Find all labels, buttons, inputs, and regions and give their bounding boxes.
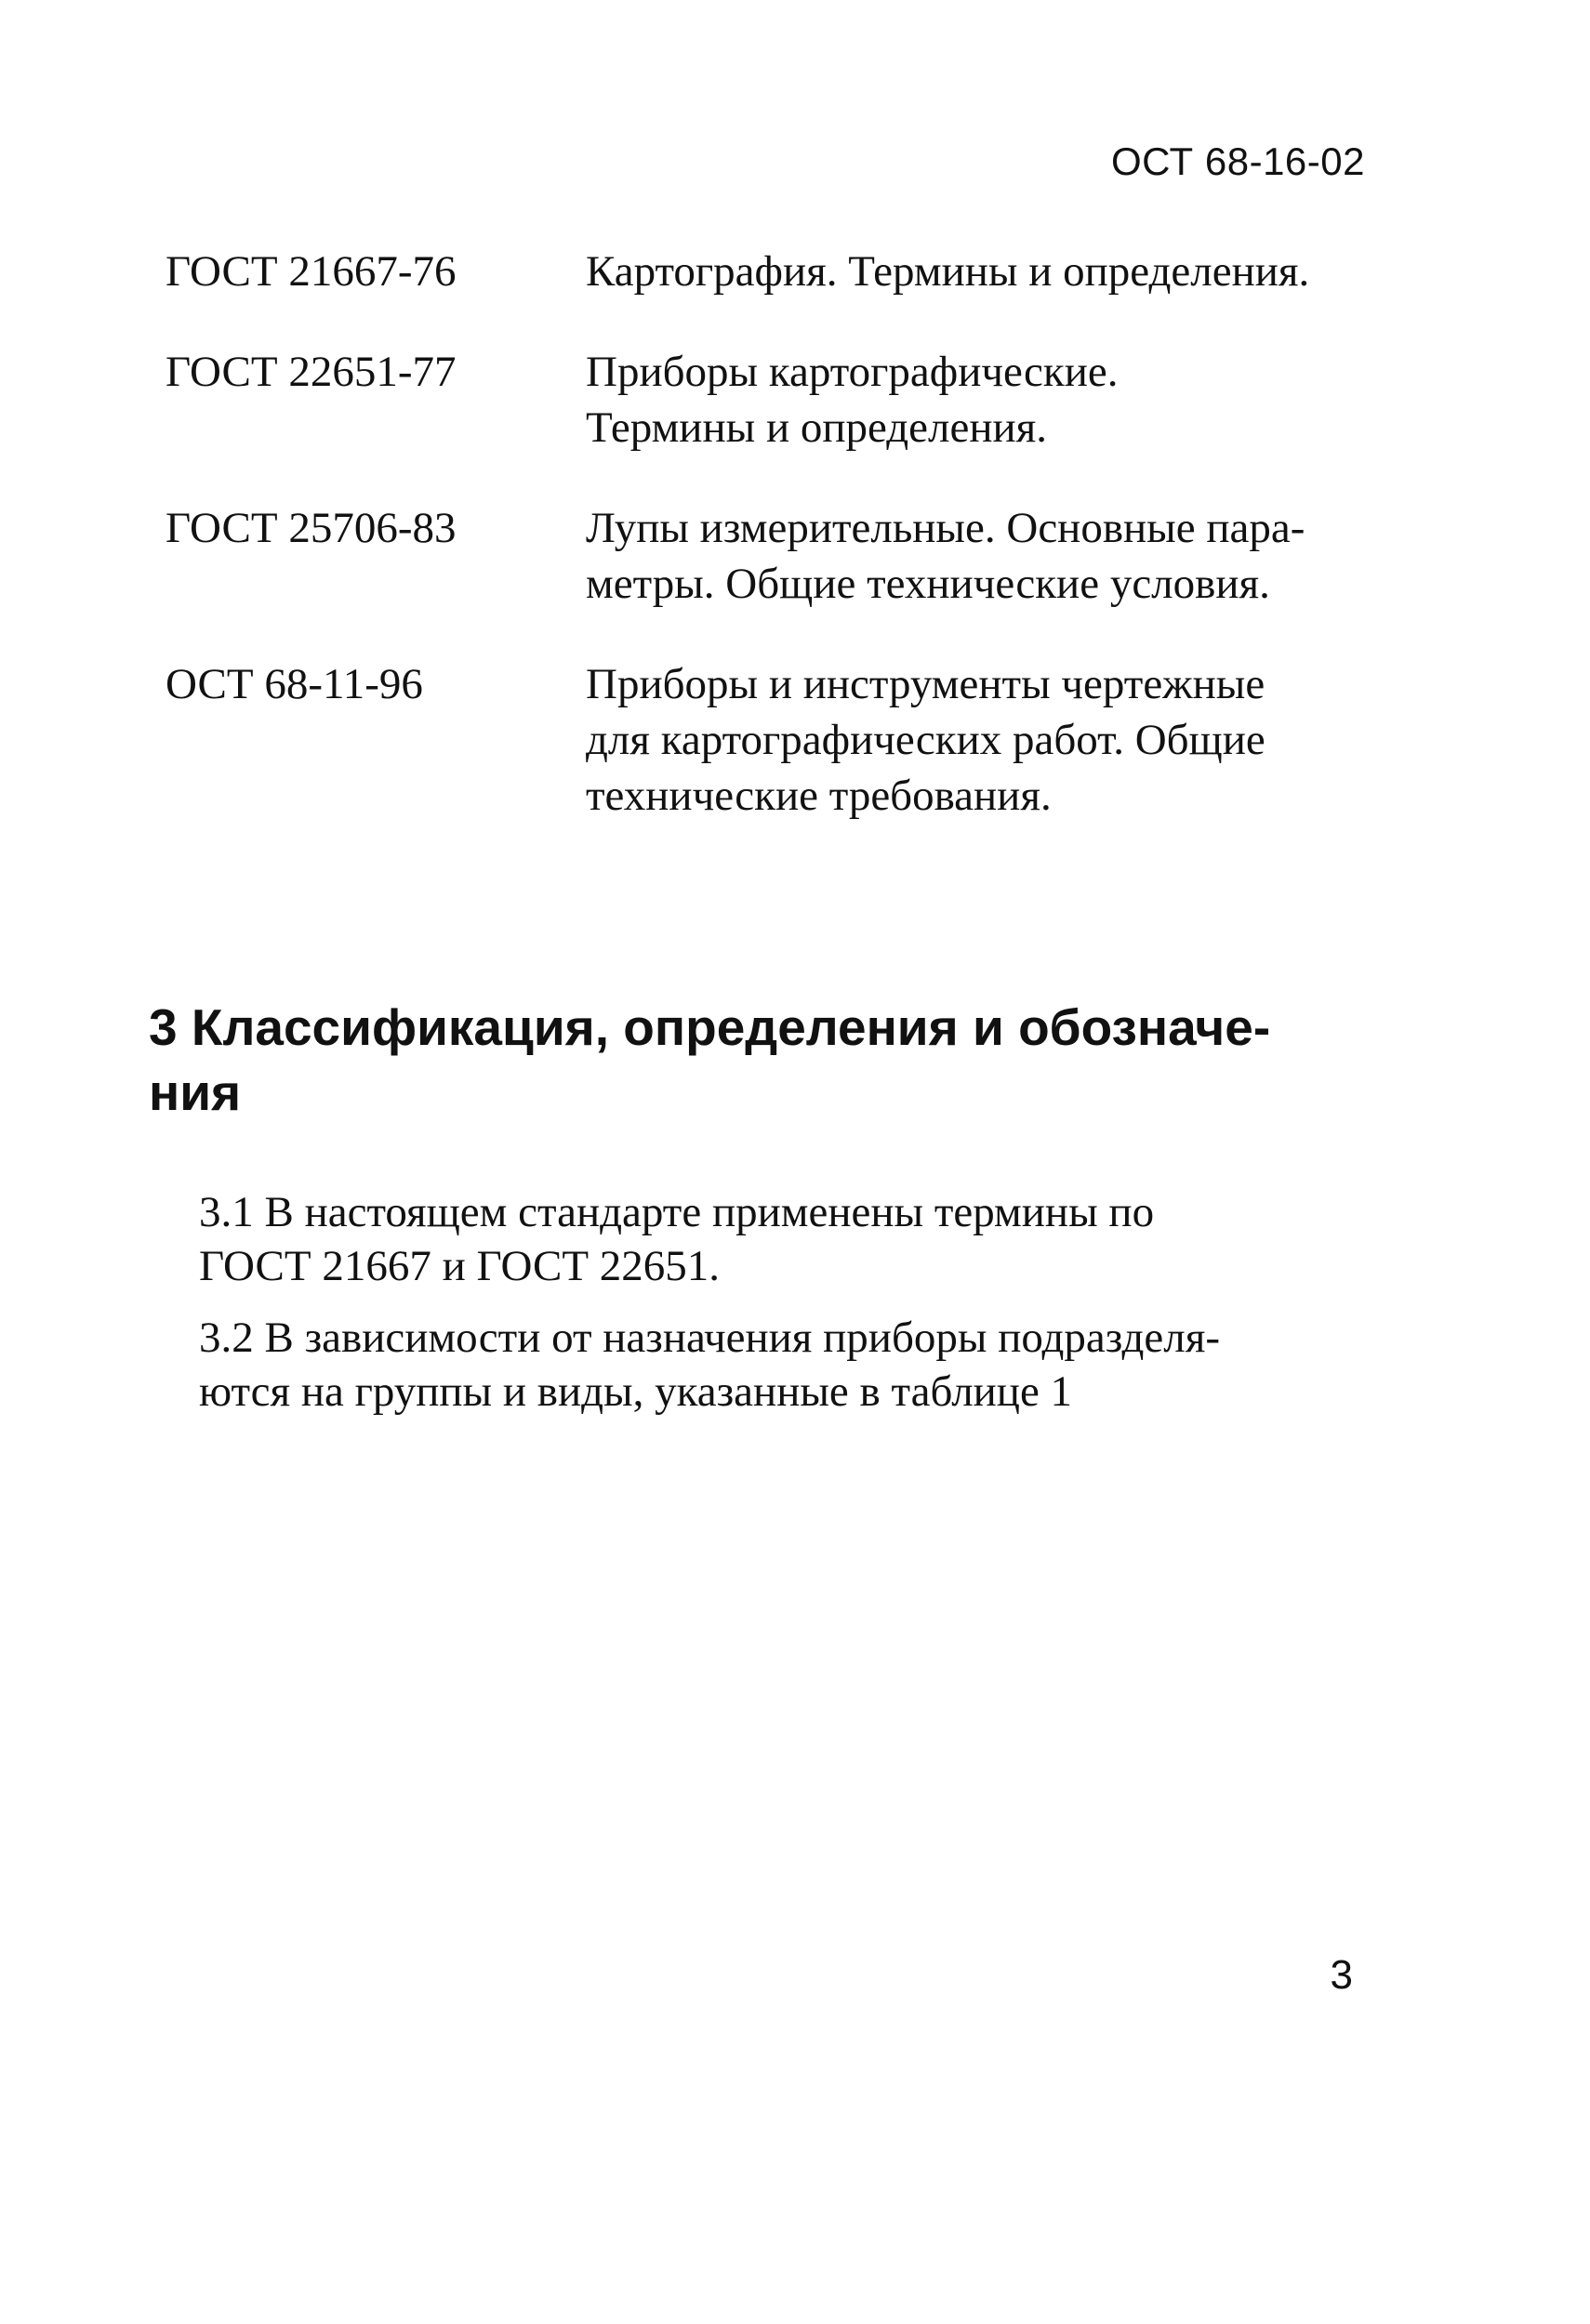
reference-title — [586, 500, 1346, 612]
reference-title-line: Картография. Термины и определения. — [586, 247, 1310, 296]
paragraph-3-2 — [199, 1311, 1367, 1419]
reference-title-line: метры. Общие технические условия. — [586, 560, 1270, 608]
reference-title — [586, 344, 1346, 456]
reference-title-line: технические требования. — [586, 772, 1052, 820]
paragraph-line: ГОСТ 21667 и ГОСТ 22651. — [199, 1242, 721, 1290]
reference-row — [166, 344, 1346, 456]
section-heading-line: ния — [149, 1063, 242, 1121]
normative-references-list — [166, 244, 1346, 868]
reference-code: ГОСТ 22651-77 — [166, 348, 457, 396]
reference-title-line: для картографических работ. Общие — [586, 716, 1265, 764]
paragraph-line: 3.2 В зависимости от назначения приборы подразделя- — [199, 1314, 1220, 1362]
reference-title — [586, 244, 1346, 299]
reference-title-line: Лупы измерительные. Основные пара- — [586, 504, 1305, 552]
paragraph-line: 3.1 В настоящем стандарте применены термины по — [199, 1188, 1155, 1236]
paragraph-3-1 — [199, 1185, 1367, 1293]
section-heading — [149, 995, 1367, 1125]
reference-title-line: Приборы картографические. — [586, 348, 1119, 396]
reference-title-line: Приборы и инструменты чертежные — [586, 660, 1265, 708]
paragraph-line: ются на группы и виды, указанные в таблице 1 — [199, 1367, 1073, 1416]
page-number: 3 — [1330, 1952, 1353, 1998]
reference-code: ГОСТ 21667-76 — [166, 247, 457, 296]
reference-title — [586, 656, 1346, 824]
reference-row — [166, 656, 1346, 824]
reference-row — [166, 244, 1346, 299]
section-heading-line: 3 Классификация, определения и обозначе- — [149, 998, 1271, 1056]
reference-row — [166, 500, 1346, 612]
document-code: ОСТ 68-16-02 — [1110, 139, 1365, 183]
reference-title-line: Термины и определения. — [586, 403, 1048, 452]
reference-code: ОСТ 68-11-96 — [166, 660, 423, 708]
reference-code: ГОСТ 25706-83 — [166, 504, 457, 552]
